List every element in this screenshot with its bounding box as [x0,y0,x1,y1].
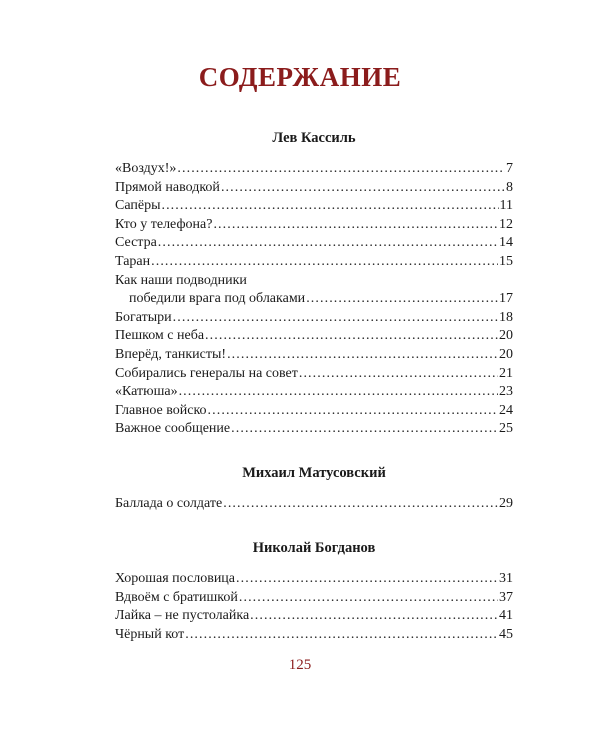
entry-page: 20 [499,328,513,344]
toc-entry[interactable] [115,160,513,179]
dot-leader [185,626,498,645]
dot-leader [306,290,498,309]
entry-page: 31 [499,571,513,586]
entry-page: 17 [499,291,513,307]
entry-page: 18 [499,309,513,325]
entry-title: Вдвоём с братишкой [115,589,238,605]
dot-leader [239,589,498,608]
entry-page: 7 [506,161,513,176]
dot-leader [223,495,498,514]
dot-leader [299,365,498,384]
entry-title: Собирались генералы на совет [115,365,298,381]
toc-entries [115,570,513,644]
page-title: СОДЕРЖАНИЕ [198,62,402,92]
entry-title: Чёрный кот [115,626,185,642]
toc-entry[interactable] [115,309,513,328]
entry-page: 8 [506,179,513,195]
entry-title: Вперёд, танкисты! [115,346,227,362]
toc-entry[interactable] [115,216,513,235]
entry-title-line2: победили врага под облаками [129,291,306,307]
page-number: 125 [288,657,312,673]
entry-page: 21 [499,365,513,381]
toc-section-matusovsky [115,463,513,514]
toc-entry[interactable] [115,589,513,608]
entry-title: Главное войско [115,402,207,418]
toc-entry[interactable] [115,570,513,589]
dot-leader [227,346,498,365]
dot-leader [213,216,498,235]
entry-page: 37 [499,589,513,605]
toc-entry[interactable] [115,234,513,253]
entry-page: 23 [499,384,513,400]
entry-page: 12 [499,216,513,232]
toc-entry[interactable] [115,253,513,272]
dot-leader [173,309,498,328]
entry-page: 24 [499,402,513,418]
dot-leader [221,179,505,198]
entry-page: 45 [499,626,513,642]
entry-title: Богатыри [115,309,172,325]
dot-leader [151,253,498,272]
entry-title: Прямой наводкой [115,179,220,195]
toc-entry[interactable] [115,197,513,216]
toc-section-bogdanov [115,538,513,644]
section-author: Николай Богданов [252,540,376,556]
entry-title: «Воздух!» [115,161,177,176]
toc-entry[interactable] [115,179,513,198]
dot-leader [208,402,498,421]
entry-title: Важное сообщение [115,421,231,437]
entry-page: 11 [499,198,513,214]
dot-leader [158,234,498,253]
entry-page: 25 [499,421,513,437]
entry-page: 29 [499,496,513,511]
toc-entry[interactable] [115,383,513,402]
dot-leader [161,197,498,216]
toc-entries [115,160,513,439]
dot-leader [179,383,498,402]
entry-page: 20 [499,346,513,362]
toc-entry-multiline[interactable] [115,272,513,309]
dot-leader [231,420,498,439]
entry-page: 15 [499,253,513,269]
section-author: Михаил Матусовский [242,465,386,481]
entry-title: Пешком с неба [115,328,205,344]
entry-page: 41 [499,608,513,624]
toc-entry[interactable] [115,365,513,384]
entry-title: Сестра [115,235,157,251]
toc-section-kassil [115,128,513,439]
entry-title: Баллада о солдате [115,496,223,511]
entry-title: Хорошая пословица [115,571,236,586]
toc-entries [115,495,513,514]
toc-entry[interactable] [115,346,513,365]
toc-entry[interactable] [115,607,513,626]
entry-title: «Катюша» [115,384,178,400]
dot-leader [236,570,498,589]
toc-entry[interactable] [115,420,513,439]
entry-title: Лайка – не пустолайка [115,608,250,624]
toc-entry[interactable] [115,495,513,514]
entry-title-line1: Как наши подводники [115,272,247,288]
entry-title: Сапёры [115,198,161,214]
section-author: Лев Кассиль [272,130,356,146]
dot-leader [250,607,498,626]
dot-leader [177,160,505,179]
entry-title: Таран [115,253,151,269]
toc-entry[interactable] [115,402,513,421]
entry-title: Кто у телефона? [115,216,213,232]
toc-entry[interactable] [115,626,513,645]
dot-leader [205,327,498,346]
toc-entry[interactable] [115,327,513,346]
entry-page: 14 [499,235,513,251]
